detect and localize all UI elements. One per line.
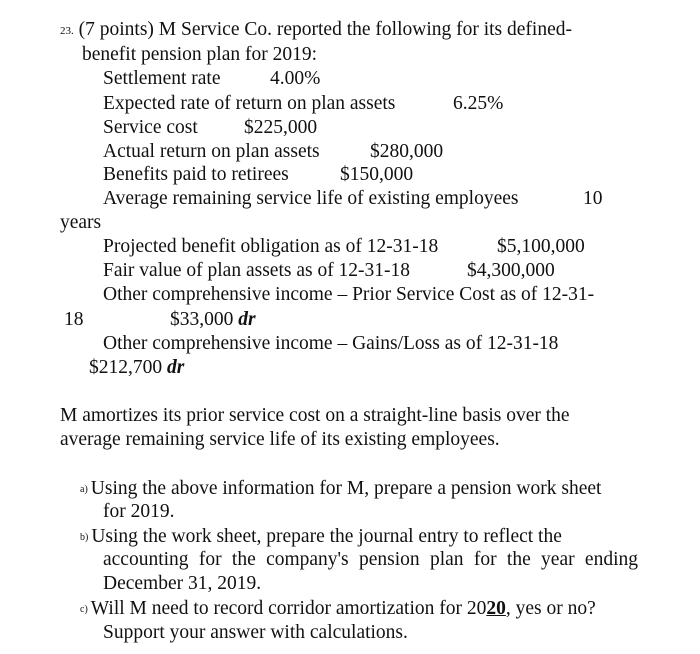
pbo-value: $5,100,000 (497, 236, 585, 257)
problem-intro-text: M Service Co. reported the following for its defined- (158, 19, 572, 40)
plan-assets-value: $4,300,000 (467, 260, 555, 281)
question-c-year-end: 20 (486, 598, 506, 619)
question-a-marker: a) (80, 484, 88, 495)
oci-gl-debit-marker: dr (167, 357, 185, 378)
question-c-marker: c) (80, 604, 88, 615)
question-c-line-2: Support your answer with calculations. (103, 622, 408, 643)
question-a-text: Using the above information for M, prepare a pension work sheet (90, 478, 602, 499)
benefits-paid-label: Benefits paid to retirees (103, 164, 289, 185)
oci-gl-value: $212,700 (89, 357, 163, 378)
service-cost-label: Service cost (103, 117, 198, 138)
service-cost-value: $225,000 (244, 117, 318, 138)
settlement-rate-value: 4.00% (270, 68, 321, 89)
expected-return-label: Expected rate of return on plan assets (103, 93, 396, 114)
problem-intro-line-2: benefit pension plan for 2019: (82, 44, 318, 65)
question-b-line-2: accounting for the company's pension plan for the year ending (103, 549, 638, 570)
amortization-line-2: average remaining service life of its existing employees. (60, 429, 500, 450)
oci-psc-value: $33,000 (170, 309, 234, 330)
oci-gl-amount (89, 356, 184, 380)
question-c-line-1 (80, 597, 596, 622)
avg-service-life-value: 10 (583, 188, 603, 209)
oci-psc-label-cont: 18 (64, 309, 84, 330)
oci-psc-debit-marker: dr (238, 309, 256, 330)
oci-gl-label: Other comprehensive income – Gains/Loss as of 12-31-18 (103, 333, 559, 354)
oci-psc-amount (170, 308, 256, 332)
question-a-line-2: for 2019. (103, 501, 175, 522)
problem-intro-line-1 (60, 18, 572, 43)
settlement-rate-label: Settlement rate (103, 68, 221, 89)
question-b-line-3: December 31, 2019. (103, 573, 262, 594)
actual-return-label: Actual return on plan assets (103, 141, 320, 162)
question-c-text-pre: Will M need to record corridor amortization for 20 (90, 598, 487, 619)
question-a-line-1 (80, 477, 601, 502)
plan-assets-label: Fair value of plan assets as of 12-31-18 (103, 260, 411, 281)
question-c-text-post: , yes or no? (505, 598, 596, 619)
pbo-label: Projected benefit obligation as of 12-31-18 (103, 236, 439, 257)
problem-number: 23. (60, 25, 74, 37)
expected-return-value: 6.25% (453, 93, 504, 114)
amortization-line-1: M amortizes its prior service cost on a straight-line basis over the (60, 405, 570, 426)
question-b-text: Using the work sheet, prepare the journal entry to reflect the (91, 526, 562, 547)
question-b-line-1 (80, 525, 562, 550)
question-b-marker: b) (80, 532, 89, 543)
actual-return-value: $280,000 (370, 141, 444, 162)
avg-service-life-label: Average remaining service life of existing employees (103, 188, 519, 209)
oci-psc-label: Other comprehensive income – Prior Service Cost as of 12-31- (103, 284, 595, 305)
problem-points: (7 points) (78, 19, 154, 40)
benefits-paid-value: $150,000 (340, 164, 414, 185)
avg-service-life-unit: years (60, 212, 102, 233)
